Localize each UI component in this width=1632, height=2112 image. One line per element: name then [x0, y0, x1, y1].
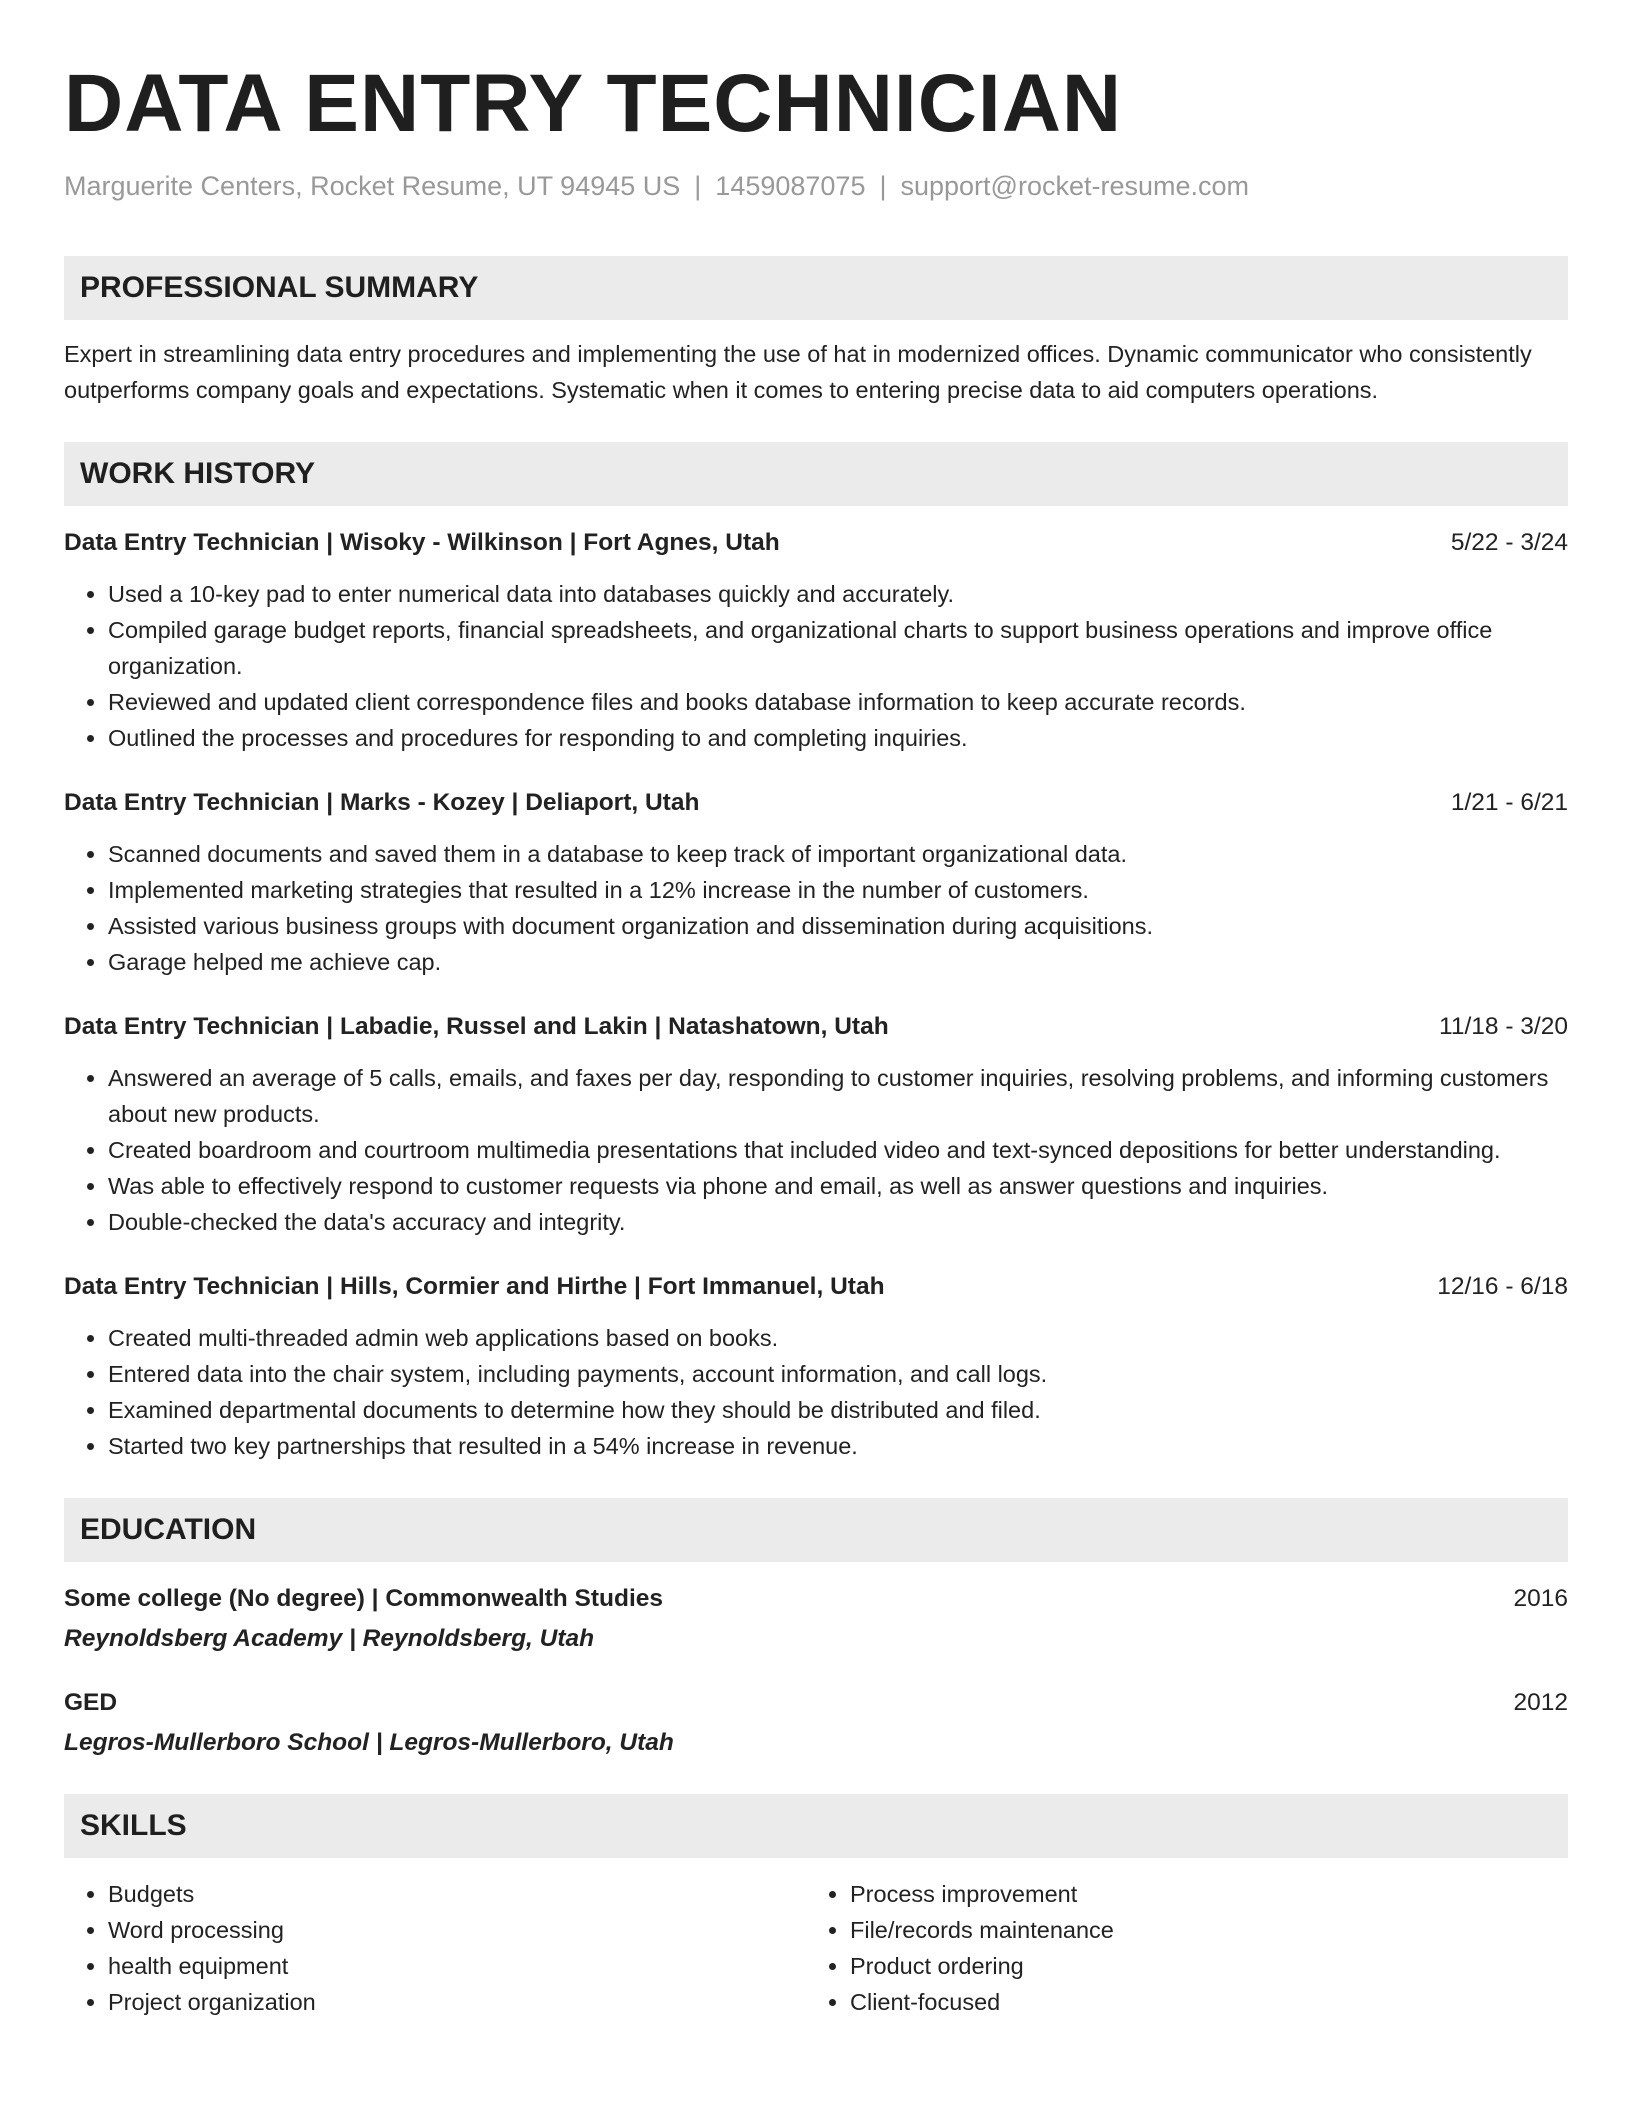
job-bullet: • Examined departmental documents to determine how they should be distributed and filed.: [108, 1392, 1568, 1428]
job-title: Data Entry Technician | Marks - Kozey | Deliaport, Utah: [64, 789, 700, 816]
job-bullet: • Compiled garage budget reports, financial spreadsheets, and organizational charts to support business operations and improve office organization.: [108, 612, 1568, 684]
education-header: [64, 1582, 1568, 1616]
education-entry: [64, 1686, 1568, 1760]
job-bullet: • Entered data into the chair system, including payments, account information, and call logs.: [108, 1356, 1568, 1392]
job-dates: 12/16 - 6/18: [1437, 1273, 1568, 1300]
contact-address: Marguerite Centers, Rocket Resume, UT 94945 US: [64, 171, 681, 201]
education-entry: [64, 1582, 1568, 1656]
education-header: [64, 1686, 1568, 1720]
job-bullet: • Implemented marketing strategies that resulted in a 12% increase in the number of customers.: [108, 872, 1568, 908]
job-bullets: [64, 576, 1568, 756]
job-header: [64, 1010, 1568, 1044]
job-bullet: • Created multi-threaded admin web applications based on books.: [108, 1320, 1568, 1356]
job-dates: 5/22 - 3/24: [1450, 529, 1568, 556]
skills-column-left: [64, 1876, 806, 2020]
job-title: Data Entry Technician | Wisoky - Wilkinson | Fort Agnes, Utah: [64, 529, 780, 556]
job-entry: [64, 1010, 1568, 1240]
education-school: Reynoldsberg Academy | Reynoldsberg, Utah: [64, 1625, 595, 1652]
job-entry: [64, 526, 1568, 756]
job-bullet: • Used a 10-key pad to enter numerical data into databases quickly and accurately.: [108, 576, 1568, 612]
education-year: 2012: [1513, 1689, 1568, 1716]
job-bullets: [64, 836, 1568, 980]
skill-item: • health equipment: [108, 1948, 806, 1984]
job-entry: [64, 786, 1568, 980]
job-bullet: • Created boardroom and courtroom multimedia presentations that included video and text-synced depositions for better understanding.: [108, 1132, 1568, 1168]
skill-item: • Word processing: [108, 1912, 806, 1948]
job-bullet: • Double-checked the data's accuracy and integrity.: [108, 1204, 1568, 1240]
job-header: [64, 786, 1568, 820]
contact-separator: |: [879, 171, 887, 201]
summary-text: Expert in streamlining data entry procedures and implementing the use of hat in modernized offices. Dynamic communicator who consistently outperforms company goals and expectations. Systematic when it comes to entering precise data to aid computers operations.: [64, 341, 1532, 403]
skill-item: • Project organization: [108, 1984, 806, 2020]
education-degree: GED: [64, 1689, 118, 1716]
job-entry: [64, 1270, 1568, 1464]
education-degree: Some college (No degree) | Commonwealth Studies: [64, 1585, 664, 1612]
contact-phone: 1459087075: [715, 171, 866, 201]
job-bullet: • Garage helped me achieve cap.: [108, 944, 1568, 980]
skill-item: • Process improvement: [850, 1876, 1548, 1912]
job-title: Data Entry Technician | Hills, Cormier and Hirthe | Fort Immanuel, Utah: [64, 1273, 885, 1300]
job-bullet: • Was able to effectively respond to customer requests via phone and email, as well as answer questions and inquiries.: [108, 1168, 1568, 1204]
job-dates: 1/21 - 6/21: [1450, 789, 1568, 816]
job-bullet: • Started two key partnerships that resulted in a 54% increase in revenue.: [108, 1428, 1568, 1464]
skills-column-right: [806, 1876, 1548, 2020]
education-school: Legros-Mullerboro School | Legros-Mullerboro, Utah: [64, 1729, 674, 1756]
skill-item: • Budgets: [108, 1876, 806, 1912]
section-header-skills: SKILLS: [64, 1794, 1568, 1858]
job-bullet: • Reviewed and updated client correspondence files and books database information to keep accurate records.: [108, 684, 1568, 720]
skill-item: • File/records maintenance: [850, 1912, 1548, 1948]
job-bullets: [64, 1320, 1568, 1464]
contact-email: support@rocket-resume.com: [900, 171, 1250, 201]
job-header: [64, 1270, 1568, 1304]
job-bullet: • Answered an average of 5 calls, emails, and faxes per day, responding to customer inquiries, resolving problems, and informing customers about new products.: [108, 1060, 1568, 1132]
section-header-work-history: WORK HISTORY: [64, 442, 1568, 506]
job-bullet: • Outlined the processes and procedures for responding to and completing inquiries.: [108, 720, 1568, 756]
contact-line: [64, 168, 1568, 204]
job-title: Data Entry Technician | Labadie, Russel and Lakin | Natashatown, Utah: [64, 1013, 889, 1040]
resume-name-heading: DATA ENTRY TECHNICIAN: [64, 58, 1123, 149]
job-bullets: [64, 1060, 1568, 1240]
job-bullet: • Assisted various business groups with document organization and dissemination during acquisitions.: [108, 908, 1568, 944]
job-bullet: • Scanned documents and saved them in a database to keep track of important organizational data.: [108, 836, 1568, 872]
education-year: 2016: [1513, 1585, 1568, 1612]
skill-item: • Product ordering: [850, 1948, 1548, 1984]
job-dates: 11/18 - 3/20: [1439, 1013, 1568, 1040]
job-header: [64, 526, 1568, 560]
section-header-summary: PROFESSIONAL SUMMARY: [64, 256, 1568, 320]
contact-separator: |: [694, 171, 702, 201]
section-header-education: EDUCATION: [64, 1498, 1568, 1562]
skill-item: • Client-focused: [850, 1984, 1548, 2020]
skills-list: [64, 1876, 1568, 2020]
